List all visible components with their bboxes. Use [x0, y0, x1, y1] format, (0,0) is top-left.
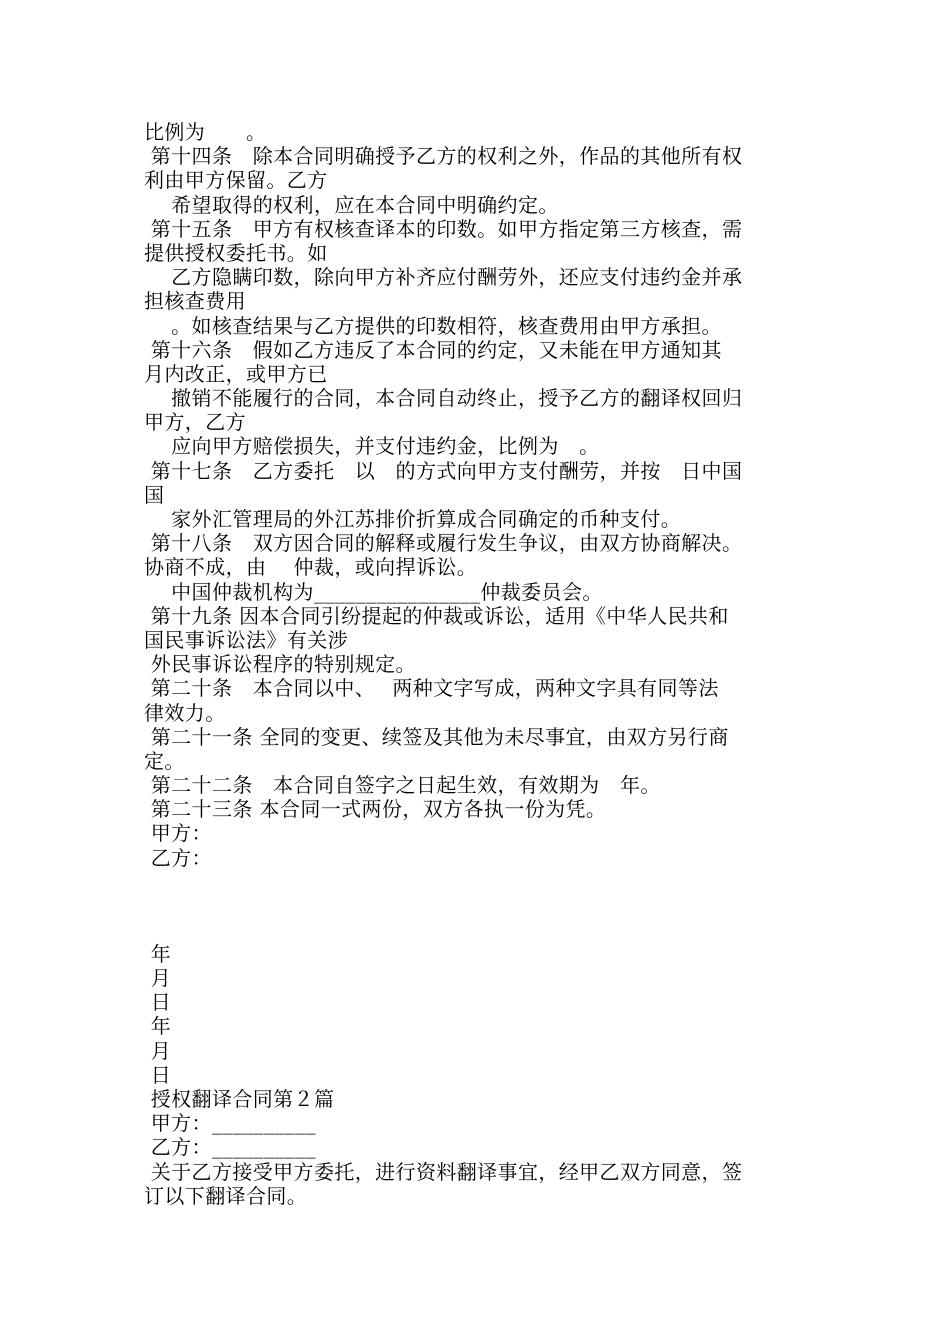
- text-line: 月内改正，或甲方已: [144, 361, 328, 386]
- text-line: 第二十二条 本合同自签字之日起生效，有效期为 年。: [144, 773, 661, 798]
- text-line: 中国仲裁机构为________________仲裁委员会。: [144, 579, 603, 604]
- text-line: 。如核查结果与乙方提供的印数相符，核查费用由甲方承担。: [144, 313, 722, 338]
- text-line: 外民事诉讼程序的特别规定。: [144, 652, 416, 677]
- text-line: 乙方：__________: [144, 1135, 316, 1160]
- text-line: 撤销不能履行的合同，本合同自动终止，授予乙方的翻译权回归: [144, 386, 743, 411]
- text-line: 第二十一条 全同的变更、续签及其他为未尽事宜，由双方另行商: [144, 724, 729, 749]
- text-line: 乙方：: [144, 845, 212, 870]
- text-line: 担核查费用: [144, 289, 246, 314]
- document-body: [144, 120, 812, 1208]
- text-line: 第十六条 假如乙方违反了本合同的约定，又未能在甲方通知其: [144, 337, 722, 362]
- text-line: 家外汇管理局的外江苏排价折算成合同确定的币种支付。: [144, 507, 682, 531]
- text-line: 授权翻译合同第２篇: [144, 1086, 335, 1111]
- text-line: 年: [144, 941, 172, 966]
- signature-and-second-contract: [144, 942, 812, 1208]
- contract-clauses: [144, 120, 812, 870]
- text-line: 比例为 。: [144, 120, 267, 144]
- text-line: 第十五条 甲方有权核查译本的印数。如甲方指定第三方核查，需: [144, 216, 743, 241]
- text-line: 月: [144, 966, 172, 990]
- text-line: 利由甲方保留。乙方: [144, 168, 328, 193]
- text-line: 乙方隐瞒印数，除向甲方补齐应付酬劳外，还应支付违约金并承: [144, 265, 743, 290]
- text-line: 甲方，乙方: [144, 410, 246, 435]
- text-line: 应向甲方赔偿损失，并支付违约金，比例为 。: [144, 434, 600, 459]
- text-line: 月: [144, 1038, 172, 1063]
- text-line: 希望取得的权利，应在本合同中明确约定。: [144, 192, 559, 217]
- text-line: 提供授权委托书。如: [144, 240, 328, 265]
- text-line: 日: [144, 990, 172, 1015]
- text-line: 第二十条 本合同以中、 两种文字写成，两种文字具有同等法: [144, 676, 719, 701]
- text-line: 第十八条 双方因合同的解释或履行发生争议，由双方协商解决。: [144, 531, 743, 556]
- text-line: 定。: [144, 748, 185, 773]
- text-line: 国民事诉讼法》有关涉: [144, 627, 348, 652]
- text-line: 关于乙方接受甲方委托，进行资料翻译事宜，经甲乙双方同意，签: [144, 1159, 743, 1184]
- text-line: 甲方：__________: [144, 1111, 316, 1136]
- text-line: 协商不成，由 仲裁，或向捍诉讼。: [144, 555, 478, 580]
- text-line: 第二十三条 本合同一式两份，双方各执一份为凭。: [144, 797, 607, 822]
- text-line: 甲方：: [144, 821, 212, 846]
- blank-gap: [144, 870, 812, 942]
- text-line: 年: [144, 1014, 172, 1039]
- text-line: 第十九条 因本合同引纷提起的仲裁或诉讼，适用《中华人民共和: [144, 603, 729, 628]
- text-line: 第十七条 乙方委托 以 的方式向甲方支付酬劳，并按 日中国: [144, 458, 743, 483]
- text-line: 第十四条 除本合同明确授予乙方的权利之外，作品的其他所有权: [144, 144, 743, 169]
- text-line: 律效力。: [144, 700, 226, 725]
- text-line: 日: [144, 1062, 172, 1087]
- text-line: 国: [144, 482, 165, 507]
- text-line: 订以下翻译合同。: [144, 1183, 308, 1208]
